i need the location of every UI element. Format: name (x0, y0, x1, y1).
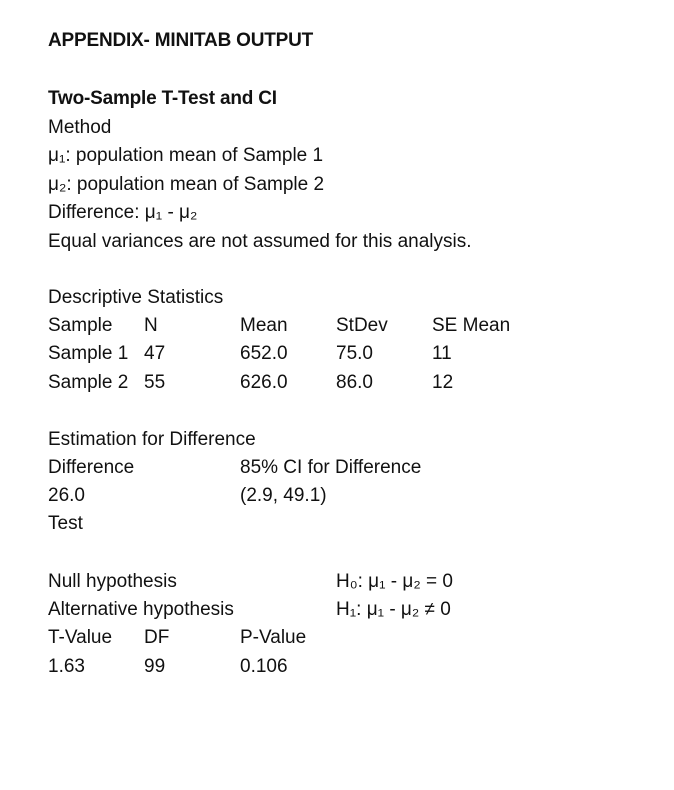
table-row-cell: Sample 2 (48, 372, 129, 393)
df-value: 99 (144, 656, 166, 677)
table-row-cell: 11 (432, 343, 452, 364)
descriptive-label: Descriptive Statistics (48, 287, 224, 308)
method-mu2: μ₂: population mean of Sample 2 (48, 174, 325, 195)
estimation-header-difference: Difference (48, 457, 135, 478)
header-sample: Sample (48, 315, 113, 336)
header-t-value: T-Value (48, 627, 113, 648)
null-hypothesis-value: H₀: μ₁ - μ₂ = 0 (336, 571, 453, 592)
table-row-cell: 86.0 (336, 372, 373, 393)
header-df: DF (144, 627, 170, 648)
test-label: Test (48, 513, 83, 534)
estimation-difference-value: 26.0 (48, 485, 85, 506)
table-row-cell: 55 (144, 372, 166, 393)
table-row-cell: 652.0 (240, 343, 288, 364)
table-row-cell: 626.0 (240, 372, 288, 393)
header-p-value: P-Value (240, 627, 307, 648)
method-label: Method (48, 117, 112, 138)
header-se-mean: SE Mean (432, 315, 511, 336)
null-hypothesis-label: Null hypothesis (48, 571, 177, 592)
t-value: 1.63 (48, 656, 85, 677)
section-title: Two-Sample T-Test and CI (48, 88, 277, 109)
table-row-cell: 47 (144, 343, 166, 364)
method-difference: Difference: μ₁ - μ₂ (48, 202, 198, 223)
header-n: N (144, 315, 158, 336)
estimation-label: Estimation for Difference (48, 429, 256, 450)
method-mu1: μ₁: population mean of Sample 1 (48, 145, 324, 166)
estimation-ci-value: (2.9, 49.1) (240, 485, 327, 506)
table-row-cell: 12 (432, 372, 454, 393)
header-stdev: StDev (336, 315, 388, 336)
table-row-cell: Sample 1 (48, 343, 129, 364)
method-note: Equal variances are not assumed for this analysis. (48, 231, 472, 252)
appendix-heading: APPENDIX- MINITAB OUTPUT (48, 30, 314, 51)
table-row-cell: 75.0 (336, 343, 373, 364)
alternative-hypothesis-value: H₁: μ₁ - μ₂ ≠ 0 (336, 599, 451, 620)
alternative-hypothesis-label: Alternative hypothesis (48, 599, 234, 620)
p-value: 0.106 (240, 656, 288, 677)
header-mean: Mean (240, 315, 288, 336)
estimation-header-ci: 85% CI for Difference (240, 457, 422, 478)
